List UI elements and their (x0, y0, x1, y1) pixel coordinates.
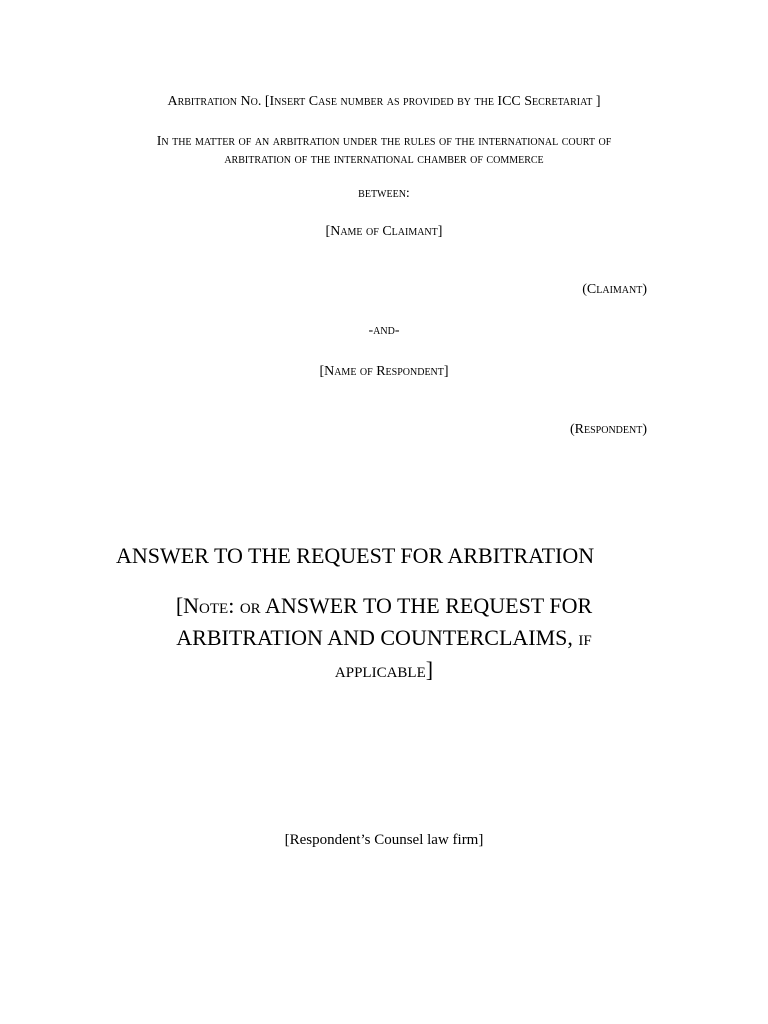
title-note-line-3: applicable] (334, 657, 434, 682)
title-note-line-2: ARBITRATION AND COUNTERCLAIMS, if (176, 625, 592, 650)
and-separator: -and- (368, 323, 400, 338)
claimant-name: [Name of Claimant] (325, 224, 443, 239)
respondent-name: [Name of Respondent] (319, 364, 449, 379)
between-label: between: (358, 186, 410, 201)
counsel-firm: [Respondent’s Counsel law firm] (284, 832, 484, 848)
respondent-role: (Respondent) (570, 422, 647, 437)
matter-line-2: arbitration of the international chamber of commerce (224, 152, 544, 167)
matter-line-1: In the matter of an arbitration under the rules of the international court of (156, 134, 612, 149)
arbitration-number: Arbitration No. [Insert Case number as provided by the ICC Secretariat ] (167, 94, 601, 109)
document-title: ANSWER TO THE REQUEST FOR ARBITRATION (116, 543, 595, 568)
title-note-line-1: [Note: or ANSWER TO THE REQUEST FOR (175, 593, 593, 618)
claimant-role: (Claimant) (582, 282, 647, 297)
